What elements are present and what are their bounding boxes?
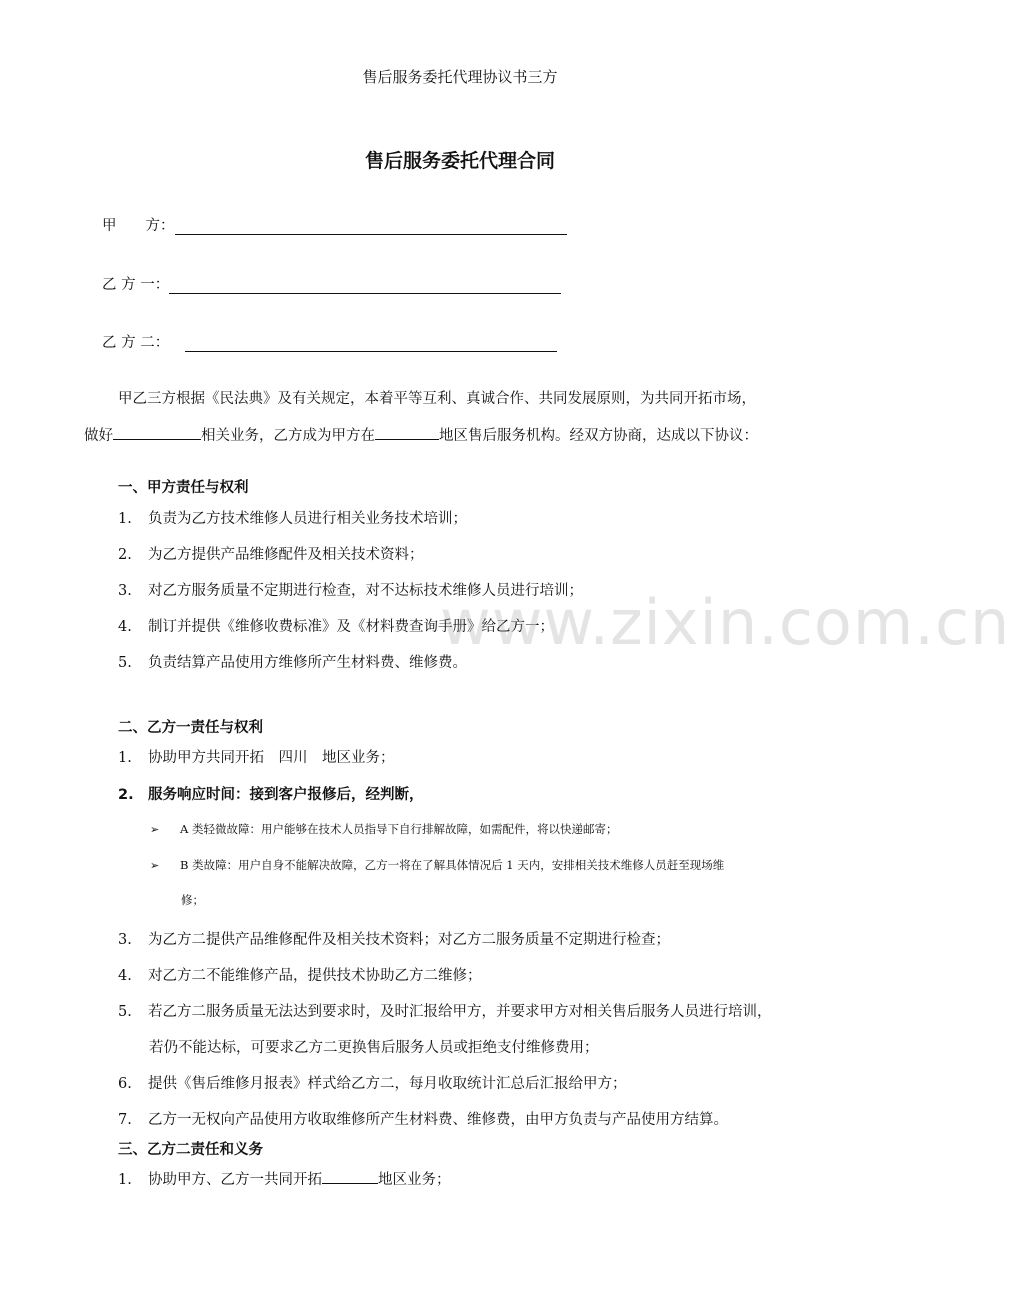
section-2-item-7	[118, 1108, 728, 1129]
intro-line-1: 甲乙三方根据《民法典》及有关规定，本着平等互利、真诚合作、共同发展原则，为共同开拓市场，	[118, 391, 756, 407]
item-text: 乙方一无权向产品使用方收取维修所产生材料费、维修费，由甲方负责与产品使用方结算。	[148, 1112, 728, 1128]
section-1-item	[118, 651, 467, 672]
intro-text: 做好	[84, 428, 113, 444]
item-number: 5.	[118, 1004, 132, 1020]
item-text: 对乙方服务质量不定期进行检查，对不达标技术维修人员进行培训；	[148, 583, 583, 599]
party-a-row	[102, 214, 567, 235]
party-b2-row	[102, 331, 557, 352]
section-1-item	[118, 543, 424, 564]
document-header: 售后服务委托代理协议书三方	[362, 68, 558, 86]
business-blank	[113, 425, 201, 440]
item-text: 服务响应时间：接到客户报修后，经判断，	[148, 787, 424, 803]
region-blank	[322, 1169, 378, 1184]
section-1-heading: 一、甲方责任与权利	[118, 480, 249, 496]
item-number: 4.	[118, 619, 132, 635]
arrow-bullet-icon: ➢	[150, 823, 160, 836]
section-2-item-6	[118, 1072, 627, 1093]
item-text: 负责结算产品使用方维修所产生材料费、维修费。	[148, 655, 467, 671]
section-3-item-1	[118, 1168, 451, 1189]
section-2-item-5-continued: 若仍不能达标，可要求乙方二更换售后服务人员或拒绝支付维修费用；	[149, 1040, 599, 1056]
section-2-heading: 二、乙方一责任与权利	[118, 720, 263, 736]
party-b1-blank	[169, 277, 561, 294]
item-number: 4.	[118, 968, 132, 984]
party-a-blank	[175, 218, 567, 235]
item-text: 对乙方二不能维修产品，提供技术协助乙方二维修；	[148, 968, 482, 984]
contract-title: 售后服务委托代理合同	[364, 150, 555, 172]
party-b2-label: 乙 方 二：	[102, 335, 170, 351]
item-text: 若乙方二服务质量无法达到要求时，及时汇报给甲方，并要求甲方对相关售后服务人员进行培训，	[148, 1004, 772, 1020]
item-number: 1.	[118, 511, 132, 527]
sub-text: B 类故障：用户自身不能解决故障，乙方一将在了解具体情况后 1 天内，安排相关技术维修人员赶至现场维	[180, 858, 725, 872]
item-text: 提供《售后维修月报表》样式给乙方二，每月收取统计汇总后汇报给甲方；	[148, 1076, 627, 1092]
fault-type-b	[150, 857, 724, 873]
item-number: 6.	[118, 1076, 132, 1092]
item-text: 为乙方提供产品维修配件及相关技术资料；	[148, 547, 424, 563]
item-number: 3.	[118, 583, 132, 599]
section-1-item	[118, 507, 467, 528]
fault-type-a	[150, 821, 617, 837]
item-number: 2.	[118, 547, 132, 563]
section-2-item-5	[118, 1000, 772, 1021]
intro-paragraph	[84, 387, 834, 445]
section-2-item-4	[118, 964, 482, 985]
sub-text: A 类轻微故障：用户能够在技术人员指导下自行排解故障，如需配件，将以快递邮寄；	[180, 822, 618, 836]
intro-line-2	[84, 424, 834, 445]
section-3-heading: 三、乙方二责任和义务	[118, 1142, 263, 1158]
item-number: 3.	[118, 932, 132, 948]
item-text: 为乙方二提供产品维修配件及相关技术资料；对乙方二服务质量不定期进行检查；	[148, 932, 670, 948]
item-text: 地区业务；	[378, 1172, 451, 1188]
item-number: 1.	[118, 1172, 132, 1188]
item-text: 协助甲方、乙方一共同开拓	[148, 1172, 322, 1188]
watermark: www.zixin.com.cn	[440, 586, 1010, 659]
intro-text: 地区售后服务机构。经双方协商，达成以下协议：	[439, 428, 758, 444]
party-b1-label: 乙 方 一：	[102, 277, 170, 293]
item-number: 1.	[118, 750, 132, 766]
arrow-bullet-icon: ➢	[150, 859, 160, 872]
section-2-item-2	[118, 783, 424, 804]
item-number: 5.	[118, 655, 132, 671]
section-2-item-1	[118, 746, 395, 767]
party-b1-row	[102, 273, 561, 294]
item-text: 制订并提供《维修收费标准》及《材料费查询手册》给乙方一；	[148, 619, 554, 635]
item-number: 2.	[118, 787, 134, 803]
fault-type-b-continued: 修；	[181, 893, 204, 907]
party-a-label: 甲 方：	[102, 218, 175, 234]
item-text: 负责为乙方技术维修人员进行相关业务技术培训；	[148, 511, 467, 527]
item-text: 协助甲方共同开拓 四川 地区业务；	[148, 750, 395, 766]
region-blank	[375, 425, 439, 440]
party-b2-blank	[185, 335, 557, 352]
section-2-item-3	[118, 928, 670, 949]
item-number: 7.	[118, 1112, 132, 1128]
intro-text: 相关业务，乙方成为甲方在	[201, 428, 375, 444]
